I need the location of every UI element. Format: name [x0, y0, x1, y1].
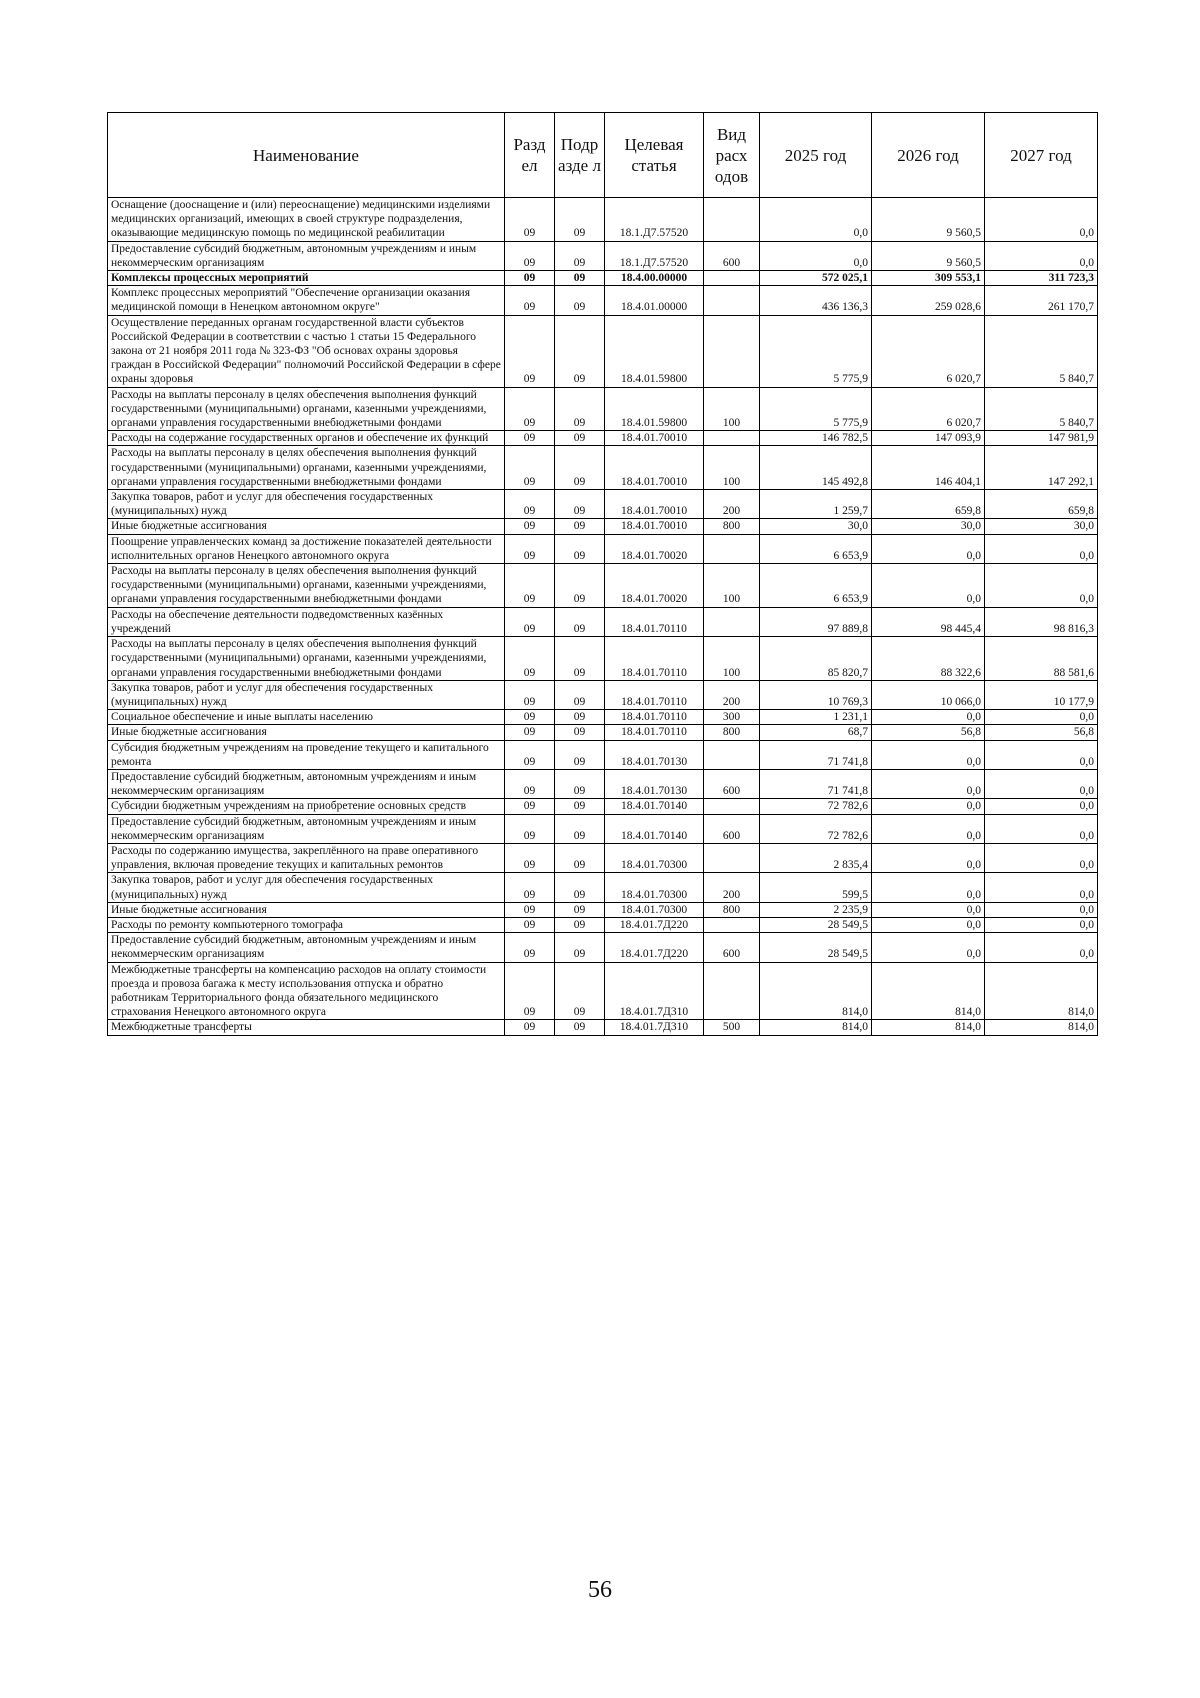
cell-tselevaya-statya: 18.4.01.70110: [605, 637, 704, 681]
cell-2025: 6 653,9: [760, 534, 872, 563]
cell-2025: 68,7: [760, 725, 872, 740]
cell-2025: 71 741,8: [760, 740, 872, 769]
cell-2027: 0,0: [985, 740, 1098, 769]
cell-podrazdel: 09: [555, 315, 605, 387]
table-row: [108, 490, 1098, 519]
header-podrazdel: Подр азде л: [555, 113, 605, 198]
cell-razdel: 09: [505, 431, 555, 446]
cell-2027: 0,0: [985, 769, 1098, 798]
cell-tselevaya-statya: 18.4.01.70300: [605, 902, 704, 917]
cell-2027: 147 292,1: [985, 446, 1098, 490]
cell-vid-raskhodov: 100: [704, 564, 760, 608]
cell-2027: 311 723,3: [985, 271, 1098, 286]
table-row: [108, 607, 1098, 636]
table-row: [108, 387, 1098, 431]
cell-2026: 9 560,5: [872, 241, 985, 270]
cell-2026: 147 093,9: [872, 431, 985, 446]
cell-vid-raskhodov: 600: [704, 933, 760, 962]
cell-razdel: 09: [505, 680, 555, 709]
cell-vid-raskhodov: [704, 607, 760, 636]
cell-name: Межбюджетные трансферты: [108, 1020, 505, 1035]
table-row: [108, 799, 1098, 814]
cell-2025: 72 782,6: [760, 814, 872, 843]
table-row: [108, 241, 1098, 270]
cell-name: Иные бюджетные ассигнования: [108, 725, 505, 740]
cell-vid-raskhodov: 100: [704, 446, 760, 490]
cell-2025: 71 741,8: [760, 769, 872, 798]
cell-name: Субсидии бюджетным учреждениям на приобретение основных средств: [108, 799, 505, 814]
cell-2026: 0,0: [872, 917, 985, 932]
cell-2027: 0,0: [985, 564, 1098, 608]
cell-2027: 0,0: [985, 710, 1098, 725]
cell-2025: 2 235,9: [760, 902, 872, 917]
cell-2025: 30,0: [760, 519, 872, 534]
cell-2025: 146 782,5: [760, 431, 872, 446]
table-row: [108, 680, 1098, 709]
cell-tselevaya-statya: 18.4.01.70130: [605, 740, 704, 769]
cell-vid-raskhodov: [704, 799, 760, 814]
cell-podrazdel: 09: [555, 799, 605, 814]
cell-tselevaya-statya: 18.4.01.70010: [605, 519, 704, 534]
table-row: [108, 725, 1098, 740]
cell-tselevaya-statya: 18.4.01.70110: [605, 607, 704, 636]
cell-razdel: 09: [505, 740, 555, 769]
cell-2027: 0,0: [985, 814, 1098, 843]
cell-vid-raskhodov: 200: [704, 873, 760, 902]
cell-razdel: 09: [505, 637, 555, 681]
cell-2026: 30,0: [872, 519, 985, 534]
cell-podrazdel: 09: [555, 519, 605, 534]
cell-tselevaya-statya: 18.4.01.70010: [605, 490, 704, 519]
cell-2026: 6 020,7: [872, 387, 985, 431]
cell-2026: 814,0: [872, 962, 985, 1020]
cell-name: Расходы на выплаты персоналу в целях обеспечения выполнения функций государственными (муниципальными) органами, казенными учреждениями, органами управления государственными внебюджетными фондами: [108, 387, 505, 431]
cell-podrazdel: 09: [555, 198, 605, 242]
header-name: Наименование: [108, 113, 505, 198]
cell-tselevaya-statya: 18.4.01.59800: [605, 315, 704, 387]
page-number: 56: [588, 1577, 612, 1603]
cell-tselevaya-statya: 18.4.01.7Д310: [605, 1020, 704, 1035]
cell-2027: 0,0: [985, 799, 1098, 814]
cell-tselevaya-statya: 18.4.01.00000: [605, 286, 704, 315]
cell-2025: 814,0: [760, 962, 872, 1020]
cell-vid-raskhodov: [704, 843, 760, 872]
cell-podrazdel: 09: [555, 725, 605, 740]
cell-vid-raskhodov: [704, 962, 760, 1020]
cell-2025: 1 259,7: [760, 490, 872, 519]
cell-name: Закупка товаров, работ и услуг для обеспечения государственных (муниципальных) нужд: [108, 873, 505, 902]
cell-razdel: 09: [505, 607, 555, 636]
cell-name: Иные бюджетные ассигнования: [108, 519, 505, 534]
cell-2026: 98 445,4: [872, 607, 985, 636]
cell-2025: 436 136,3: [760, 286, 872, 315]
cell-name: Предоставление субсидий бюджетным, автономным учреждениям и иным некоммерческим организациям: [108, 814, 505, 843]
cell-2027: 88 581,6: [985, 637, 1098, 681]
cell-tselevaya-statya: 18.4.01.59800: [605, 387, 704, 431]
cell-vid-raskhodov: 600: [704, 241, 760, 270]
cell-vid-raskhodov: [704, 740, 760, 769]
cell-vid-raskhodov: 100: [704, 637, 760, 681]
cell-razdel: 09: [505, 769, 555, 798]
cell-podrazdel: 09: [555, 241, 605, 270]
cell-name: Закупка товаров, работ и услуг для обеспечения государственных (муниципальных) нужд: [108, 490, 505, 519]
table-row: [108, 271, 1098, 286]
cell-2025: 145 492,8: [760, 446, 872, 490]
cell-razdel: 09: [505, 814, 555, 843]
cell-2025: 28 549,5: [760, 917, 872, 932]
cell-name: Поощрение управленческих команд за достижение показателей деятельности исполнительных органов Ненецкого автономного округа: [108, 534, 505, 563]
cell-2027: 0,0: [985, 843, 1098, 872]
cell-2027: 814,0: [985, 1020, 1098, 1035]
table-row: [108, 519, 1098, 534]
cell-vid-raskhodov: [704, 534, 760, 563]
cell-tselevaya-statya: 18.4.01.70010: [605, 431, 704, 446]
cell-2026: 0,0: [872, 873, 985, 902]
cell-2026: 0,0: [872, 740, 985, 769]
header-vid-raskhodov: Вид расх одов: [704, 113, 760, 198]
cell-razdel: 09: [505, 933, 555, 962]
cell-name: Межбюджетные трансферты на компенсацию расходов на оплату стоимости проезда и провоза багажа к месту использования отпуска и обратно работникам Территориального фонда обязательного медицинского страхования Ненецкого автономного округа: [108, 962, 505, 1020]
cell-2026: 659,8: [872, 490, 985, 519]
cell-2025: 6 653,9: [760, 564, 872, 608]
cell-2025: 72 782,6: [760, 799, 872, 814]
cell-razdel: 09: [505, 710, 555, 725]
cell-tselevaya-statya: 18.4.01.70300: [605, 843, 704, 872]
cell-2026: 309 553,1: [872, 271, 985, 286]
cell-tselevaya-statya: 18.4.01.70140: [605, 799, 704, 814]
cell-2027: 0,0: [985, 534, 1098, 563]
cell-name: Осуществление переданных органам государственной власти субъектов Российской Федерации в соответствии с частью 1 статьи 15 Федерального закона от 21 ноября 2011 года № 323-ФЗ "Об основах охраны здоровья граждан в Российской Федерации" полномочий Российской Федерации в сфере охраны здоровья: [108, 315, 505, 387]
cell-2027: 5 840,7: [985, 387, 1098, 431]
cell-razdel: 09: [505, 519, 555, 534]
cell-podrazdel: 09: [555, 814, 605, 843]
table-row: [108, 1020, 1098, 1035]
cell-podrazdel: 09: [555, 873, 605, 902]
table-row: [108, 902, 1098, 917]
cell-name: Предоставление субсидий бюджетным, автономным учреждениям и иным некоммерческим организациям: [108, 241, 505, 270]
table-row: [108, 917, 1098, 932]
cell-2027: 0,0: [985, 933, 1098, 962]
cell-2026: 9 560,5: [872, 198, 985, 242]
cell-2027: 30,0: [985, 519, 1098, 534]
cell-2026: 0,0: [872, 534, 985, 563]
cell-razdel: 09: [505, 446, 555, 490]
cell-podrazdel: 09: [555, 1020, 605, 1035]
cell-vid-raskhodov: [704, 315, 760, 387]
cell-razdel: 09: [505, 799, 555, 814]
cell-vid-raskhodov: [704, 198, 760, 242]
cell-razdel: 09: [505, 490, 555, 519]
cell-razdel: 09: [505, 564, 555, 608]
cell-2026: 56,8: [872, 725, 985, 740]
cell-vid-raskhodov: 800: [704, 725, 760, 740]
table-row: [108, 710, 1098, 725]
cell-razdel: 09: [505, 241, 555, 270]
cell-tselevaya-statya: 18.1.Д7.57520: [605, 198, 704, 242]
cell-razdel: 09: [505, 198, 555, 242]
cell-name: Иные бюджетные ассигнования: [108, 902, 505, 917]
cell-2026: 0,0: [872, 799, 985, 814]
cell-tselevaya-statya: 18.4.01.70020: [605, 534, 704, 563]
cell-tselevaya-statya: 18.4.01.70110: [605, 725, 704, 740]
table-row: [108, 446, 1098, 490]
cell-podrazdel: 09: [555, 387, 605, 431]
table-row: [108, 564, 1098, 608]
cell-2025: 10 769,3: [760, 680, 872, 709]
cell-2026: 259 028,6: [872, 286, 985, 315]
cell-razdel: 09: [505, 271, 555, 286]
cell-2026: 146 404,1: [872, 446, 985, 490]
cell-name: Субсидия бюджетным учреждениям на проведение текущего и капитального ремонта: [108, 740, 505, 769]
table-row: [108, 740, 1098, 769]
cell-vid-raskhodov: 500: [704, 1020, 760, 1035]
cell-vid-raskhodov: [704, 431, 760, 446]
cell-2025: 5 775,9: [760, 387, 872, 431]
cell-2027: 0,0: [985, 917, 1098, 932]
cell-tselevaya-statya: 18.4.01.70300: [605, 873, 704, 902]
cell-vid-raskhodov: 300: [704, 710, 760, 725]
table-row: [108, 198, 1098, 242]
cell-vid-raskhodov: 100: [704, 387, 760, 431]
table-row: [108, 315, 1098, 387]
cell-tselevaya-statya: 18.4.01.70130: [605, 769, 704, 798]
cell-2027: 98 816,3: [985, 607, 1098, 636]
cell-2025: 5 775,9: [760, 315, 872, 387]
table-row: [108, 431, 1098, 446]
cell-podrazdel: 09: [555, 769, 605, 798]
cell-2026: 10 066,0: [872, 680, 985, 709]
cell-2027: 0,0: [985, 873, 1098, 902]
cell-vid-raskhodov: 800: [704, 519, 760, 534]
header-2025: 2025 год: [760, 113, 872, 198]
table-row: [108, 286, 1098, 315]
cell-2026: 6 020,7: [872, 315, 985, 387]
cell-name: Расходы на выплаты персоналу в целях обеспечения выполнения функций государственными (муниципальными) органами, казенными учреждениями, органами управления государственными внебюджетными фондами: [108, 637, 505, 681]
cell-razdel: 09: [505, 286, 555, 315]
cell-2026: 0,0: [872, 933, 985, 962]
cell-name: Закупка товаров, работ и услуг для обеспечения государственных (муниципальных) нужд: [108, 680, 505, 709]
cell-name: Комплекс процессных мероприятий "Обеспечение организации оказания медицинской помощи в Ненецком автономном округе": [108, 286, 505, 315]
cell-2025: 572 025,1: [760, 271, 872, 286]
table-row: [108, 933, 1098, 962]
cell-podrazdel: 09: [555, 490, 605, 519]
cell-vid-raskhodov: [704, 271, 760, 286]
cell-2025: 2 835,4: [760, 843, 872, 872]
cell-2027: 0,0: [985, 902, 1098, 917]
table-row: [108, 814, 1098, 843]
budget-table: [107, 112, 1098, 1036]
cell-razdel: 09: [505, 873, 555, 902]
cell-name: Расходы на обеспечение деятельности подведомственных казённых учреждений: [108, 607, 505, 636]
cell-2026: 0,0: [872, 564, 985, 608]
cell-tselevaya-statya: 18.4.00.00000: [605, 271, 704, 286]
cell-tselevaya-statya: 18.1.Д7.57520: [605, 241, 704, 270]
cell-podrazdel: 09: [555, 962, 605, 1020]
cell-podrazdel: 09: [555, 843, 605, 872]
cell-vid-raskhodov: 200: [704, 490, 760, 519]
table-row: [108, 534, 1098, 563]
cell-razdel: 09: [505, 1020, 555, 1035]
cell-2026: 0,0: [872, 902, 985, 917]
cell-tselevaya-statya: 18.4.01.70020: [605, 564, 704, 608]
cell-razdel: 09: [505, 725, 555, 740]
cell-vid-raskhodov: 600: [704, 814, 760, 843]
cell-2027: 0,0: [985, 198, 1098, 242]
cell-name: Расходы на выплаты персоналу в целях обеспечения выполнения функций государственными (муниципальными) органами, казенными учреждениями, органами управления государственными внебюджетными фондами: [108, 564, 505, 608]
cell-name: Социальное обеспечение и иные выплаты населению: [108, 710, 505, 725]
cell-vid-raskhodov: 800: [704, 902, 760, 917]
cell-podrazdel: 09: [555, 902, 605, 917]
cell-2026: 814,0: [872, 1020, 985, 1035]
cell-tselevaya-statya: 18.4.01.70110: [605, 680, 704, 709]
cell-2025: 85 820,7: [760, 637, 872, 681]
cell-vid-raskhodov: [704, 917, 760, 932]
table-body: [108, 198, 1098, 1036]
cell-tselevaya-statya: 18.4.01.7Д220: [605, 917, 704, 932]
cell-2027: 56,8: [985, 725, 1098, 740]
cell-podrazdel: 09: [555, 740, 605, 769]
cell-2025: 0,0: [760, 198, 872, 242]
table-row: [108, 873, 1098, 902]
cell-podrazdel: 09: [555, 446, 605, 490]
table-row: [108, 962, 1098, 1020]
table-row: [108, 769, 1098, 798]
cell-podrazdel: 09: [555, 534, 605, 563]
cell-tselevaya-statya: 18.4.01.7Д310: [605, 962, 704, 1020]
cell-razdel: 09: [505, 315, 555, 387]
cell-name: Расходы на содержание государственных органов и обеспечение их функций: [108, 431, 505, 446]
cell-2026: 0,0: [872, 769, 985, 798]
header-2026: 2026 год: [872, 113, 985, 198]
cell-vid-raskhodov: [704, 286, 760, 315]
cell-tselevaya-statya: 18.4.01.70010: [605, 446, 704, 490]
cell-2027: 5 840,7: [985, 315, 1098, 387]
cell-2027: 659,8: [985, 490, 1098, 519]
cell-2027: 147 981,9: [985, 431, 1098, 446]
cell-2026: 0,0: [872, 843, 985, 872]
cell-vid-raskhodov: 600: [704, 769, 760, 798]
cell-tselevaya-statya: 18.4.01.70110: [605, 710, 704, 725]
cell-razdel: 09: [505, 962, 555, 1020]
cell-name: Комплексы процессных мероприятий: [108, 271, 505, 286]
table-row: [108, 637, 1098, 681]
table-row: [108, 843, 1098, 872]
cell-2025: 599,5: [760, 873, 872, 902]
cell-podrazdel: 09: [555, 286, 605, 315]
table-header-row: [108, 113, 1098, 198]
cell-name: Оснащение (дооснащение и (или) переоснащение) медицинскими изделиями медицинских организаций, имеющих в своей структуре подразделения, оказывающие медицинскую помощь по медицинской реабилитации: [108, 198, 505, 242]
cell-name: Расходы по ремонту компьютерного томографа: [108, 917, 505, 932]
cell-2025: 28 549,5: [760, 933, 872, 962]
cell-2025: 814,0: [760, 1020, 872, 1035]
cell-razdel: 09: [505, 843, 555, 872]
cell-razdel: 09: [505, 917, 555, 932]
header-2027: 2027 год: [985, 113, 1098, 198]
cell-name: Расходы на выплаты персоналу в целях обеспечения выполнения функций государственными (муниципальными) органами, казенными учреждениями, органами управления государственными внебюджетными фондами: [108, 446, 505, 490]
cell-vid-raskhodov: 200: [704, 680, 760, 709]
cell-razdel: 09: [505, 387, 555, 431]
header-razdel: Разд ел: [505, 113, 555, 198]
cell-2026: 0,0: [872, 814, 985, 843]
cell-tselevaya-statya: 18.4.01.70140: [605, 814, 704, 843]
cell-2027: 10 177,9: [985, 680, 1098, 709]
cell-tselevaya-statya: 18.4.01.7Д220: [605, 933, 704, 962]
cell-podrazdel: 09: [555, 271, 605, 286]
cell-name: Предоставление субсидий бюджетным, автономным учреждениям и иным некоммерческим организациям: [108, 769, 505, 798]
cell-razdel: 09: [505, 534, 555, 563]
cell-name: Предоставление субсидий бюджетным, автономным учреждениям и иным некоммерческим организациям: [108, 933, 505, 962]
cell-2025: 97 889,8: [760, 607, 872, 636]
cell-podrazdel: 09: [555, 637, 605, 681]
cell-podrazdel: 09: [555, 607, 605, 636]
cell-2026: 88 322,6: [872, 637, 985, 681]
cell-podrazdel: 09: [555, 710, 605, 725]
cell-podrazdel: 09: [555, 564, 605, 608]
cell-2025: 1 231,1: [760, 710, 872, 725]
cell-podrazdel: 09: [555, 933, 605, 962]
cell-2026: 0,0: [872, 710, 985, 725]
cell-2027: 814,0: [985, 962, 1098, 1020]
cell-podrazdel: 09: [555, 680, 605, 709]
cell-razdel: 09: [505, 902, 555, 917]
cell-podrazdel: 09: [555, 917, 605, 932]
header-tselevaya-statya: Целевая статья: [605, 113, 704, 198]
cell-2025: 0,0: [760, 241, 872, 270]
cell-2027: 0,0: [985, 241, 1098, 270]
cell-podrazdel: 09: [555, 431, 605, 446]
cell-name: Расходы по содержанию имущества, закреплённого на праве оперативного управления, включая проведение текущих и капитальных ремонтов: [108, 843, 505, 872]
cell-2027: 261 170,7: [985, 286, 1098, 315]
